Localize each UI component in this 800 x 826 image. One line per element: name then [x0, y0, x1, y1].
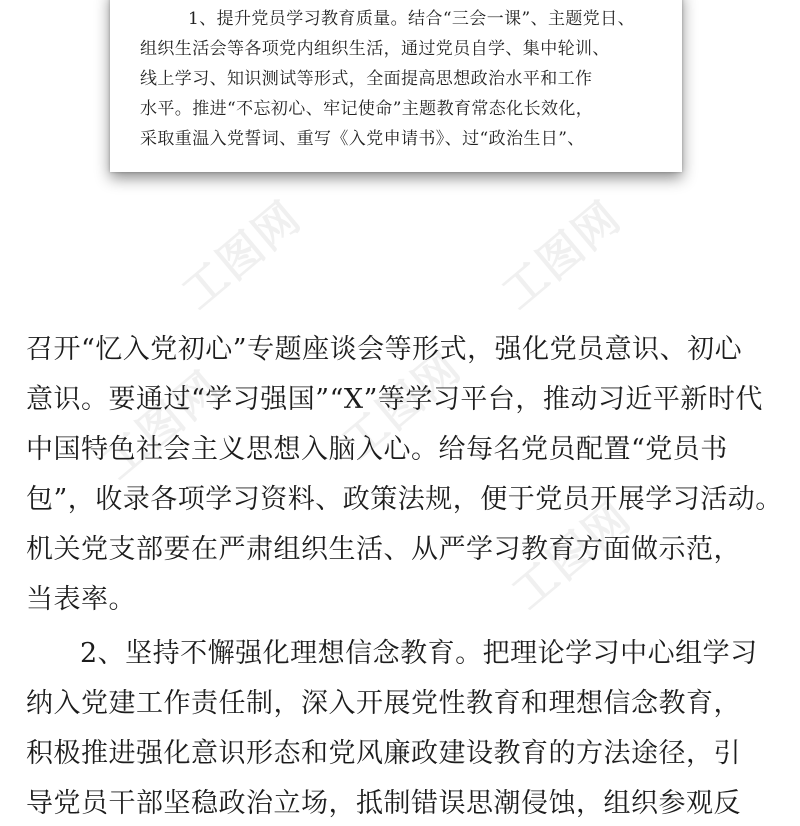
preview-line: 水平。推进“不忘初心、牢记使命”主题教育常态化长效化， — [140, 99, 594, 119]
body-line: 包”，收录各项学习资料、政策法规，便于党员开展学习活动。 — [26, 484, 783, 515]
preview-line: 线上学习、知识测试等形式，全面提高思想政治水平和工作 — [140, 69, 593, 89]
watermark-4: 工图网 — [332, 341, 472, 470]
watermark-2: 工图网 — [492, 191, 632, 320]
body-line: 导党员干部坚稳政治立场，抵制错误思潮侵蚀，组织参观反 — [26, 788, 741, 819]
body-line: 积极推进强化意识形态和党风廉政建设教育的方法途径，引 — [26, 738, 741, 769]
watermark-3: 工图网 — [92, 361, 232, 490]
watermark-1: 工图网 — [172, 191, 312, 320]
body-line: 机关党支部要在严肃组织生活、从严学习教育方面做示范， — [26, 534, 741, 565]
watermark-5: 工图网 — [502, 491, 642, 620]
document-preview-card — [110, 0, 682, 172]
body-line: 召开“忆入党初心”专题座谈会等形式，强化党员意识、初心 — [26, 334, 743, 365]
preview-line: 采取重温入党誓词、重写《入党申请书》、过“政治生日”、 — [140, 129, 585, 149]
body-line: 纳入党建工作责任制，深入开展党性教育和理想信念教育， — [26, 688, 741, 719]
preview-line: 组织生活会等各项党内组织生活，通过党员自学、集中轮训、 — [140, 39, 610, 59]
preview-line: 1、提升党员学习教育质量。结合“三会一课”、主题党日、 — [188, 9, 635, 29]
body-line: 当表率。 — [26, 584, 136, 615]
body-line: 中国特色社会主义思想入脑入心。给每名党员配置“党员书 — [26, 434, 728, 465]
section-heading: 2、坚持不懈强化理想信念教育。把理论学习中心组学习 — [80, 638, 758, 669]
body-line: 意识。要通过“学习强国”“X”等学习平台，推动习近平新时代 — [26, 384, 763, 415]
